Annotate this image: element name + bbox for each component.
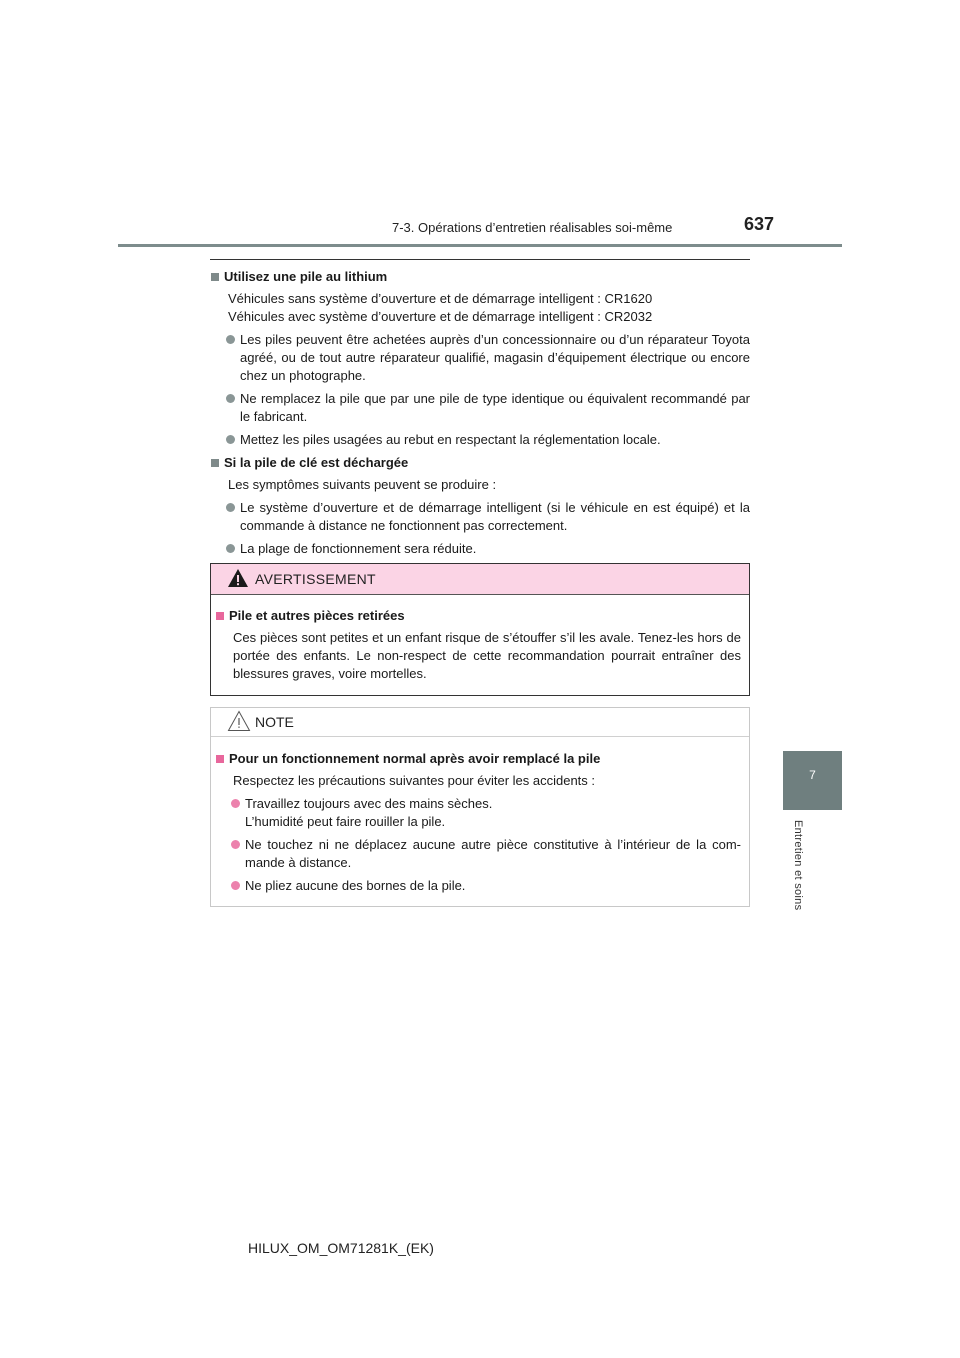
round-bullet-icon: [226, 503, 235, 512]
list-item: Le système d’ouverture et de démarrage intelligent (si le véhicule en est équipé) et la commande à distance ne fonctionnent pas correctement.: [210, 499, 750, 535]
list-item: La plage de fonctionnement sera réduite.: [210, 540, 750, 558]
battery-type-section: [210, 268, 750, 558]
header-section-title: 7-3. Opérations d’entretien réalisables soi-même: [392, 220, 673, 235]
round-bullet-icon: [231, 881, 240, 890]
round-bullet-icon: [231, 840, 240, 849]
caution-triangle-icon: [227, 710, 251, 732]
list-item: Ne touchez ni ne déplacez aucune autre pièce constitutive à l’intérieur de la com-mande à distance.: [215, 836, 741, 872]
warning-triangle-icon: [227, 568, 249, 588]
square-bullet-icon: [211, 459, 219, 467]
chapter-label: Entretien et soins: [792, 820, 804, 911]
chapter-tab-number: 7: [809, 768, 816, 782]
warning-heading: Pile et autres pièces retirées: [215, 607, 741, 625]
section-heading-text: Utilisez une pile au lithium: [224, 269, 388, 284]
list-item: Ne remplacez la pile que par une pile de type identique ou équivalent recommandé par le fabricant.: [210, 390, 750, 426]
note-box: [210, 707, 750, 907]
battery-type-line: Véhicules sans système d’ouverture et de démarrage intelligent : CR1620: [228, 291, 653, 306]
battery-type-line: Véhicules avec système d’ouverture et de démarrage intelligent : CR2032: [228, 309, 653, 324]
list-item: Mettez les piles usagées au rebut en respectant la réglementation locale.: [210, 431, 750, 449]
note-title: NOTE: [255, 714, 294, 730]
warning-box: [210, 563, 750, 696]
round-bullet-icon: [226, 435, 235, 444]
section-heading: [210, 454, 750, 472]
list-item: Ne pliez aucune des bornes de la pile.: [215, 877, 741, 895]
round-bullet-icon: [226, 394, 235, 403]
section-heading: [210, 268, 750, 286]
warning-title: AVERTISSEMENT: [255, 571, 376, 587]
round-bullet-icon: [231, 799, 240, 808]
note-body: [211, 737, 749, 895]
header-divider: [118, 244, 842, 247]
note-intro: Respectez les précautions suivantes pour éviter les accidents :: [233, 773, 596, 788]
document-code: HILUX_OM_OM71281K_(EK): [248, 1240, 434, 1256]
list-item: Les piles peuvent être achetées auprès d’un concessionnaire ou d’un réparateur Toyota agréé, ou de tout autre réparateur qualifié, magasin d’équipement électrique ou encore chez un photographe.: [210, 331, 750, 385]
round-bullet-icon: [226, 335, 235, 344]
square-bullet-icon: [216, 755, 224, 763]
warning-text: Ces pièces sont petites et un enfant risque de s’étouffer s’il les avale. Tenez-les hors de portée des enfants. Le non-respect de cette recommandation pourrait entraîner des blessures graves, voire mortelles.: [233, 630, 741, 681]
warning-body: [211, 595, 749, 683]
section-heading-text: Si la pile de clé est déchargée: [224, 455, 409, 470]
symptoms-intro: Les symptômes suivants peuvent se produire :: [228, 477, 497, 492]
note-heading: Pour un fonctionnement normal après avoir remplacé la pile: [215, 750, 741, 768]
list-item: Travaillez toujours avec des mains sèches. L’humidité peut faire rouiller la pile.: [215, 795, 741, 831]
square-bullet-icon: [211, 273, 219, 281]
warning-header: [211, 564, 749, 595]
page-number: 637: [744, 214, 775, 234]
round-bullet-icon: [226, 544, 235, 553]
note-header: [211, 708, 749, 737]
content-divider: [210, 259, 750, 260]
square-bullet-icon: [216, 612, 224, 620]
